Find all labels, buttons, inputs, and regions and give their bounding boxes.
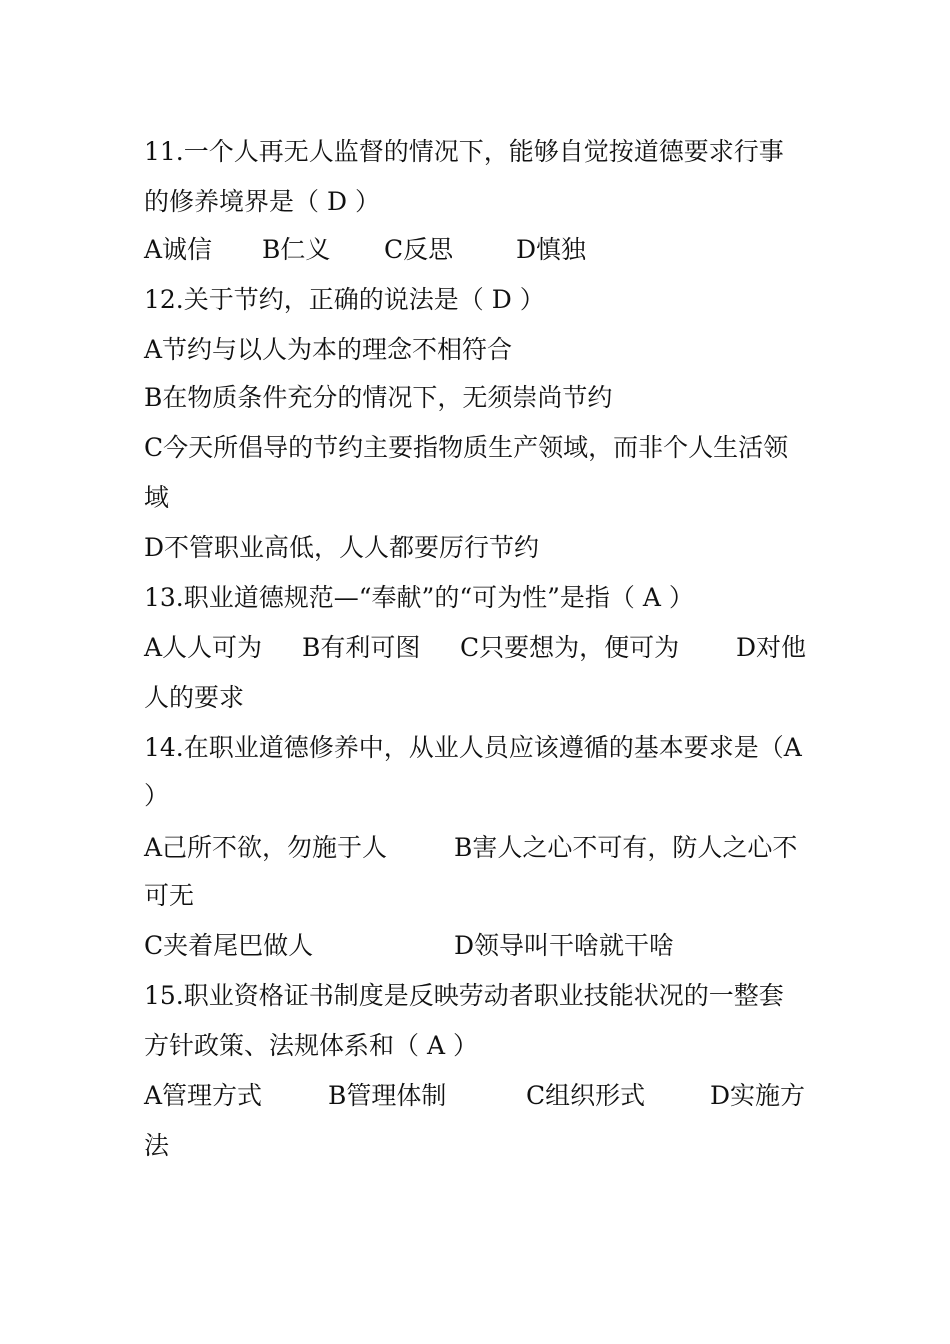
q11-stem-line-1: 11.一个人再无人监督的情况下，能够自觉按道德要求行事 [144,137,784,166]
q14-option-b: B害人之心不可有，防人之心不 [454,833,798,862]
q14-options-line-1 [144,830,844,866]
q12-option-c-line-2: 域 [144,483,170,512]
q12-option-c-line-1: C今天所倡导的节约主要指物质生产领域，而非个人生活领 [144,433,789,462]
q14-option-b-line-2: 可无 [144,881,195,910]
q15-stem-line-1: 15.职业资格证书制度是反映劳动者职业技能状况的一整套 [144,981,784,1010]
q15-options [144,1078,844,1114]
q13-options [144,630,844,666]
q11-option-a: A诚信 [144,235,213,264]
q13-stem: 13.职业道德规范—“奉献”的“可为性”是指（ A ） [144,583,694,612]
q14-options-line-2 [144,928,844,964]
q12-option-a: A节约与以人为本的理念不相符合 [144,335,513,364]
q11-options [144,232,844,268]
q14-option-c: C夹着尾巴做人 [144,931,314,960]
q14-stem-line-2: ） [144,781,170,810]
q14-option-d: D领导叫干啥就干啥 [454,931,675,960]
q11-option-c: C反思 [384,235,454,264]
q15-option-d: D实施方 [710,1081,806,1110]
q13-option-a: A人人可为 [144,633,263,662]
q13-option-d-line-2: 人的要求 [144,683,245,712]
q15-stem-line-2: 方针政策、法规体系和（ A ） [144,1031,478,1060]
q15-option-d-line-2: 法 [144,1131,170,1160]
q15-option-c: C组织形式 [526,1081,646,1110]
q12-stem: 12.关于节约，正确的说法是（ D ） [144,285,545,314]
q11-option-b: B仁义 [262,235,331,264]
q14-option-a: A己所不欲，勿施于人 [144,833,388,862]
q13-option-b: B有利可图 [302,633,421,662]
q15-option-a: A管理方式 [144,1081,263,1110]
q12-option-b: B在物质条件充分的情况下，无须崇尚节约 [144,383,613,412]
q13-option-d: D对他 [736,633,807,662]
q15-option-b: B管理体制 [328,1081,447,1110]
q11-stem-line-2: 的修养境界是（ D ） [144,187,380,216]
q14-stem-line-1: 14.在职业道德修养中，从业人员应该遵循的基本要求是（A [144,733,802,762]
q11-option-d: D慎独 [516,235,587,264]
q13-option-c: C只要想为，便可为 [460,633,680,662]
q12-option-d: D不管职业高低，人人都要厉行节约 [144,533,540,562]
